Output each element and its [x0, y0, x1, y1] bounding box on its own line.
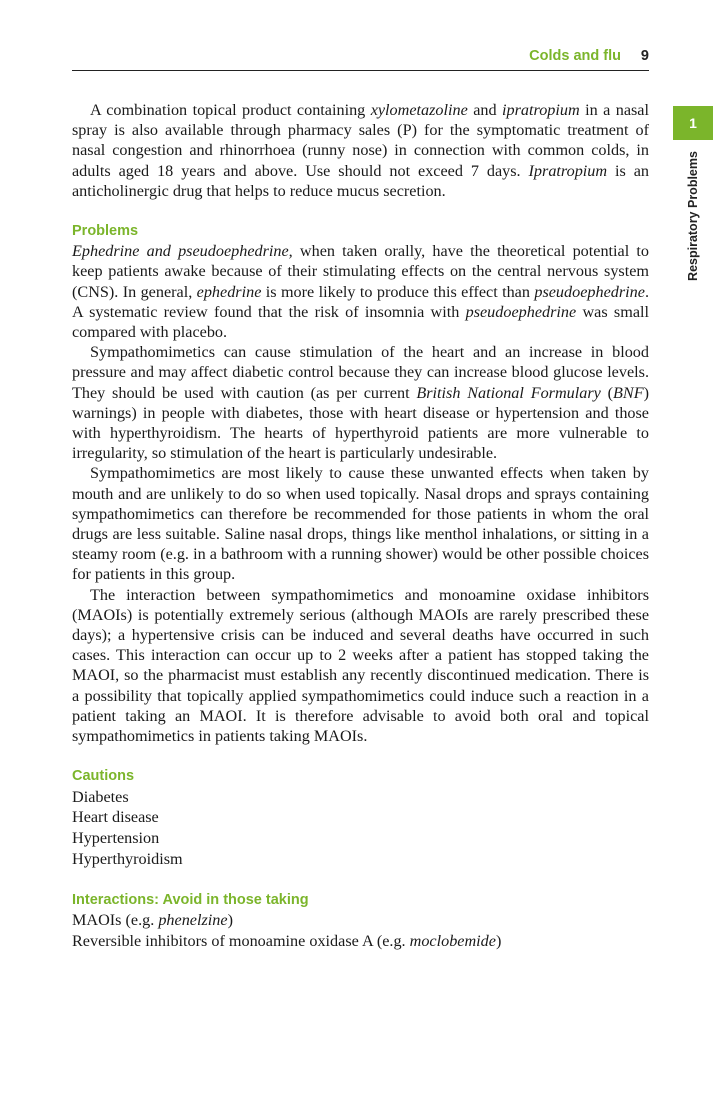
text-run: Sympathomimetics can cause stimulation of the heart and an increase in blood pressure and may affect diabetic control because they can increase blood glucose levels. They should be used with caution (as per current [72, 343, 649, 402]
page-number: 9 [640, 48, 649, 64]
running-header [72, 44, 649, 71]
problems-heading: Problems [72, 223, 139, 240]
text-run: and [467, 101, 503, 119]
italic-text: British National Formulary [416, 383, 601, 402]
interaction-item [72, 931, 649, 952]
text-run: The interaction between sympathomimetics and monoamine oxidase inhibitors (MAOIs) is potentially extremely serious (although MAOIs are rarely prescribed these days); a hypertensive crisis can be induced and several deaths have occurred in such cases. This interaction can occur up to 2 weeks after a patient has stopped taking the MAOI, so the pharmacist must establish any recently discontinued medication. There is a possibility that topically applied sympathomimetics could induce such a reaction in a patient taking an MAOI. It is therefore advisable to avoid both oral and topical sympathomimetics in patients taking MAOIs. [72, 585, 649, 746]
text-run: Sympathomimetics are most likely to cause these unwanted effects when taken by mouth and are unlikely to do so when used topically. Nasal drops and sprays containing sympathomimetics can therefore be recommended for those patients in whom the oral drugs are less suitable. Saline nasal drops, things like menthol inhalations, or sitting in a steamy room (e.g. in a bathroom with a running shower) would be other possible choices for patients in this group. [72, 464, 649, 584]
problems-paragraph [72, 342, 649, 463]
intro-paragraph [72, 100, 649, 201]
problems-paragraph [72, 241, 649, 342]
text-run: Reversible inhibitors of monoamine oxidase A (e.g. [72, 931, 410, 950]
text-run: when taken orally, have the theoretical potential to keep patients awake because of their stimulating effects on the central nervous system (CNS). In general, [72, 242, 650, 301]
caution-item: Hypertension [72, 829, 160, 848]
text-run: ) [227, 910, 233, 929]
caution-item: Hyperthyroidism [72, 849, 183, 868]
interaction-item [72, 910, 649, 931]
chapter-tab-label: Respiratory Problems [686, 151, 700, 281]
text-run: in a nasal spray is also available through pharmacy sales (P) for the symptomatic treatment of nasal congestion and rhinorrhoea (runny nose) in connection with common colds, in adults aged 18 years and above. Use should not exceed 7 days. [72, 101, 649, 180]
problems-paragraph [72, 463, 649, 584]
caution-item: Diabetes [72, 787, 129, 806]
page-body [72, 100, 649, 951]
text-run: . A systematic review found that the risk of insomnia with [72, 282, 649, 321]
italic-text: ephedrine [196, 282, 262, 301]
running-header-title: Colds and flu [529, 48, 621, 64]
italic-text: phenelzine [158, 910, 228, 929]
text-run: was small compared with placebo. [72, 302, 649, 342]
italic-text: Ephedrine and pseudoephedrine, [72, 242, 293, 261]
cautions-heading: Cautions [72, 768, 135, 785]
problems-paragraph [72, 585, 649, 747]
text-run: A combination topical product containing [90, 101, 371, 119]
caution-item: Heart disease [72, 808, 159, 827]
text-run: MAOIs (e.g. [72, 910, 159, 929]
italic-text: moclobemide [409, 931, 496, 950]
italic-text: pseudoephedrine [534, 282, 645, 301]
italic-text: pseudoephedrine [465, 302, 577, 321]
italic-text: BNF [613, 383, 644, 402]
interactions-heading: Interactions: Avoid in those taking [72, 891, 309, 908]
chapter-tab-number: 1 [673, 106, 713, 140]
italic-text: ipratropium [502, 101, 580, 119]
text-run: ) [495, 931, 502, 950]
text-run: ) warnings) in people with diabetes, those with heart disease or hypertension and those with hyperthyroidism. The hearts of hyperthyroid patients are more vulnerable to irregularity, so stimulation of the heart is particularly undesirable. [72, 383, 649, 463]
italic-text: Ipratropium [528, 161, 608, 180]
text-run: is an anticholinergic drug that helps to reduce mucus secretion. [72, 161, 650, 200]
text-run: is more likely to produce this effect than [261, 282, 535, 301]
text-run: ( [600, 383, 614, 402]
italic-text: xylometazoline [370, 101, 468, 119]
